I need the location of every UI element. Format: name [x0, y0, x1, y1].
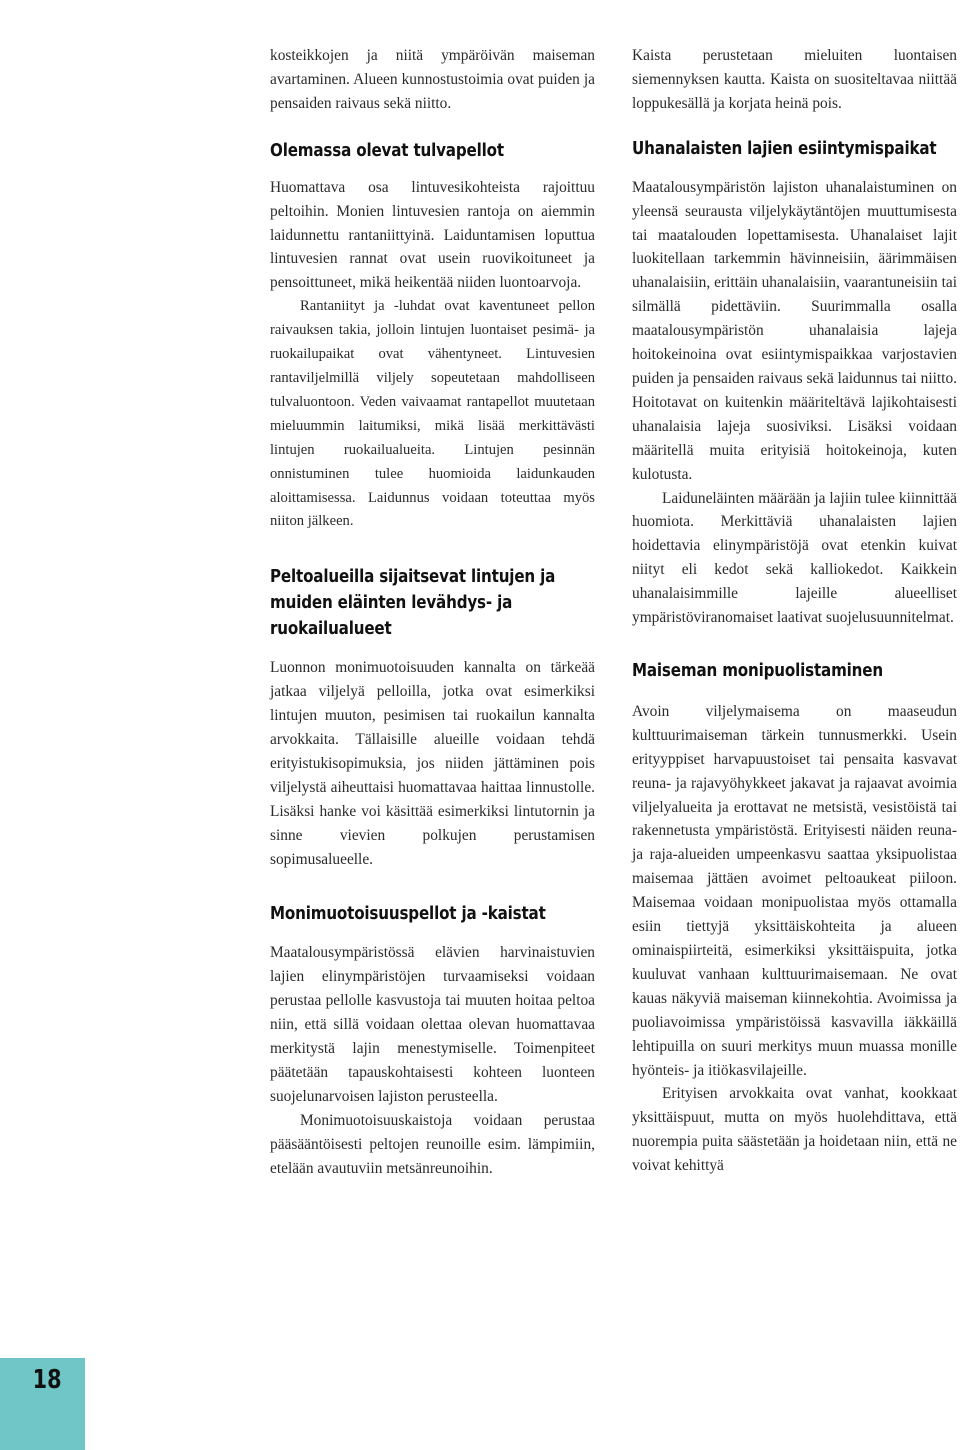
uhanalaiset-paragraph-2: Laiduneläinten määrään ja lajiin tulee kiinnittää huomiota. Merkittäviä uhanalaisten lajien hoidettavia elinympäristöjä ovat etenkin kuivat niityt eli kedot sekä kalliokedot. Kaikkein uhanalaisimmille lajeille alueelliset ympäristöviranomaiset laativat suojelusuunnitelmat. — [632, 489, 957, 627]
heading-maiseman-monipuolistaminen: Maiseman monipuolistaminen — [632, 660, 883, 681]
heading-monimuotoisuuspellot: Monimuotoisuuspellot ja -kaistat — [270, 904, 546, 925]
right-intro-paragraph: Kaista perustetaan mieluiten luontaisen siemennyksen kautta. Kaista on suositeltavaa niittää loppukesällä ja korjata heinä pois. — [632, 47, 957, 112]
monimuotoisuuspellot-paragraph-2: Monimuotoisuuskaistoja voidaan perustaa pääsääntöisesti peltojen reunoille esim. lämpimiin, etelään avautuviin metsänreunoihin. — [270, 1111, 595, 1177]
maisema-paragraph-2: Erityisen arvokkaita ovat vanhat, kookkaat yksittäispuut, mutta on myös huolehdittava, että nuorempia puita säästetään ja hoidetaan niin, että ne voivat kehittyä — [632, 1085, 957, 1175]
tulvapellot-paragraph-1: Huomattava osa lintuvesikohteista rajoittuu peltoihin. Monien lintuvesien rantoja on aiemmin laidunnettu rantaniittyinä. Laiduntamisen loputtua lintuvesien rannat ovat usein ruovikoituneet ja pensoittuneet, mikä heikentää niiden luontoarvoja. — [270, 178, 595, 292]
left-intro-paragraph: kosteikkojen ja niitä ympäröivän maiseman avartaminen. Alueen kunnostustoimia ovat puiden ja pensaiden raivaus sekä niitto. — [270, 47, 595, 112]
tulvapellot-paragraph-2: Rantaniityt ja -luhdat ovat kaventuneet pellon raivauksen takia, jolloin lintujen luontaiset pesimä- ja ruokailupaikat ovat vähentyneet. Lintuvesien rantaviljelmillä viljely sopeutetaan mahdolliseen tulvaluontoon. Veden vaivaamat rantapellot muutetaan mieluummin laitumiksi, mikä lisää merkittävästi lintujen ruokailualueita. Lintujen pesinnän onnistuminen tulee huomioida laidunkauden aloittamisessa. Laidunnus voidaan toteuttaa myös niiton jälkeen. — [270, 298, 595, 530]
right-column — [632, 44, 957, 1178]
levahdysalueet-paragraph-1: Luonnon monimuotoisuuden kannalta on tärkeää jatkaa viljelyä pelloilla, jotka ovat esimerkiksi lintujen muuton, pesimisen tai ruokailun kannalta arvokkaita. Tällaisille alueille voidaan tehdä erityistukisopimuksia, jos niiden jättäminen pois viljelystä aiheuttaisi huomattavaa haittaa linnustolle. Lisäksi hanke voi käsittää esimerkiksi lintutornin ja sinne vievien polkujen perustamisen sopimusalueelle. — [270, 659, 595, 868]
maisema-paragraph-1: Avoin viljelymaisema on maaseudun kulttuurimaiseman tärkein tunnusmerkki. Usein erityyppiset harvapuustoiset tai pensaita kasvavat reuna- ja rajavyöhykkeet jakavat ja rajaavat avoimia viljelyalueita ja erottavat ne metsistä, vesistöistä tai rakennetusta ympäristöstä. Erityisesti näiden reuna- ja raja-alueiden umpeenkasvu saattaa yksipuolistaa maisemaa jättäen avoimet peltoaukeat piiloon. Maisemaa voidaan monipuolistaa myös ottamalla esiin tiettyjä yksittäiskohteita ja alueen ominaispiirteitä, esimerkiksi yksittäispuita, jotka kuuluvat vanhaan kulttuurimaisemaan. Ne ovat kauas näkyviä maiseman kiinnekohtia. Avoimissa ja puoliavoimissa ympäristöissä kasvavilla iäkkäillä lehtipuilla on suuri merkitys muun muassa monille hyönteis- ja itiökasvilajeille. — [632, 702, 957, 1079]
left-column — [270, 44, 595, 1181]
heading-tulvapellot: Olemassa olevat tulvapellot — [270, 140, 504, 161]
heading-levahdysalueet: Peltoalueilla sijaitsevat lintujen ja muiden eläinten levähdys- ja ruokailualueet — [270, 567, 556, 640]
heading-uhanalaiset-lajit: Uhanalaisten lajien esiintymispaikat — [632, 138, 937, 159]
page-number: 18 — [32, 1365, 62, 1395]
monimuotoisuuspellot-paragraph-1: Maatalousympäristössä elävien harvinaistuvien lajien elinympäristöjen turvaamiseksi voidaan perustaa pellolle kasvustoja tai muuten hoitaa peltoa niin, että sillä voidaan olettaa olevan huomattavaa merkitystä lajin menestymiselle. Toimenpiteet päätetään tapauskohtaisesti kohteen luonteen suojelunarvoisen lajiston perusteella. — [270, 944, 595, 1105]
uhanalaiset-paragraph-1: Maatalousympäristön lajiston uhanalaistuminen on yleensä seurausta viljelykäytäntöjen muuttumisesta tai maatalouden lopettamisesta. Uhanalaiset lajit luokitellaan tarkemmin hävinneisiin, äärimmäisen uhanalaisiin, erittäin uhanalaisiin, vaarantuneisiin tai silmällä pidettäviin. Suurimmalla osalla maatalousympäristön uhanalaisia lajeja hoitokeinoina ovat esiintymispaikkaa varjostavien puiden ja pensaiden raivaus sekä laidunnus tai niitto. Hoitotavat on kuitenkin määriteltävä lajikohtaisesti uhanalaisia lajeja suosiviksi. Lisäksi voidaan määritellä muita erityisiä hoitokeinoja, kuten kulotusta. — [632, 178, 957, 483]
